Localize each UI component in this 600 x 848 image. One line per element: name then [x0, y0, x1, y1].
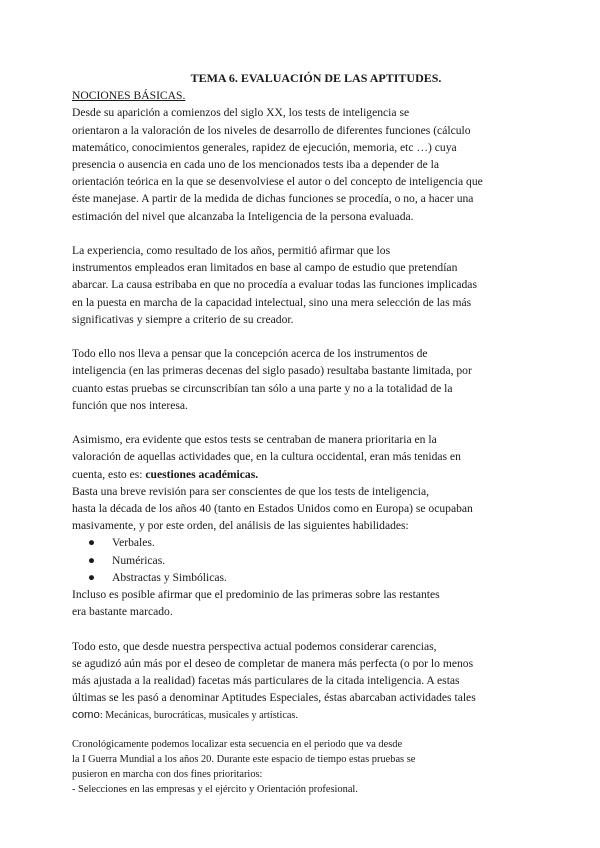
text-line: Asimismo, era evidente que estos tests se centraban de manera prioritaria en la: [72, 433, 437, 447]
list-item: [72, 569, 560, 586]
text-line: Todo esto, que desde nuestra perspectiva actual podemos considerar carencias,: [72, 639, 437, 653]
paragraph-gap: [72, 725, 560, 737]
paragraph-gap: [72, 225, 560, 242]
text-line: Incluso es posible afirmar que el predominio de las primeras sobre las restantes: [72, 588, 440, 602]
list-item: [72, 534, 560, 551]
text-line: la I Guerra Mundial a los años 20. Durante este espacio de tiempo estas pruebas se: [72, 753, 416, 765]
text-line: La experiencia, como resultado de los años, permitió afirmar que los: [72, 244, 391, 258]
text-line: - Selecciones en las empresas y el ejército y Orientación profesional.: [72, 783, 358, 795]
text-line: pusieron en marcha con dos fines prioritarios:: [72, 768, 263, 780]
text-line: últimas se les pasó a denominar Aptitudes Especiales, éstas abarcaban actividades tales: [72, 691, 476, 705]
list-item-text: Abstractas y Simbólicas.: [112, 570, 227, 584]
paragraph-4: [72, 431, 560, 483]
text-line: significativas y siempre a criterio de su creador.: [72, 312, 294, 326]
bullet-icon: ●: [88, 570, 96, 584]
text-line: presencia o ausencia en cada uno de los mencionados tests iba a depender de la: [72, 158, 439, 172]
text-line: Cronológicamente podemos localizar esta secuencia en el periodo que va desde: [72, 738, 403, 750]
text-line: éste manejase. A partir de la medida de dichas funciones se procedía, o no, a hacer una: [72, 192, 474, 206]
text-line: era bastante marcado.: [72, 605, 173, 619]
paragraph-5: [72, 483, 560, 535]
text-line: inteligencia (en las primeras decenas del siglo pasado) resultaba bastante limitada, por: [72, 364, 472, 378]
text-span: como: [72, 709, 100, 722]
paragraph-gap: [72, 328, 560, 345]
text-span: cuenta, esto es:: [72, 467, 146, 481]
text-line: se agudizó aún más por el deseo de completar de manera más perfecta (o por lo menos: [72, 656, 474, 670]
text-line: masivamente, y por este orden, del análisis de las siguientes habilidades:: [72, 519, 409, 533]
paragraph-gap: [72, 620, 560, 637]
text-line: Basta una breve revisión para ser conscientes de que los tests de inteligencia,: [72, 484, 430, 498]
text-line: [72, 466, 560, 483]
text-line: abarcar. La causa estribaba en que no procedía a evaluar todas las funciones implicadas: [72, 278, 477, 292]
paragraph-8: [72, 737, 560, 797]
paragraph-3: [72, 345, 560, 414]
text-line: Todo ello nos lleva a pensar que la concepción acerca de los instrumentos de: [72, 347, 428, 361]
document-title: TEMA 6. EVALUACIÓN DE LAS APTITUDES.: [190, 71, 442, 85]
list-item: [72, 552, 560, 569]
text-line: hasta la década de los años 40 (tanto en Estados Unidos como en Europa) se ocupaban: [72, 502, 473, 516]
text-line: valoración de aquellas actividades que, en la cultura occidental, eran más tenidas en: [72, 450, 461, 464]
bullet-icon: ●: [88, 536, 96, 550]
paragraph-6: [72, 586, 560, 620]
paragraph-1: [72, 104, 560, 224]
text-line: instrumentos empleados eran limitados en base al campo de estudio que pretendían: [72, 261, 458, 275]
text-line: matemático, conocimientos generales, rapidez de ejecución, memoria, etc …) cuya: [72, 140, 457, 154]
text-line: estimación del nivel que alcanzaba la Inteligencia de la persona evaluada.: [72, 209, 414, 223]
paragraph-2: [72, 242, 560, 328]
text-line: [72, 706, 560, 724]
text-line: orientaron a la valoración de los niveles de desarrollo de diferentes funciones (cálculo: [72, 123, 471, 137]
text-line: Desde su aparición a comienzos del siglo XX, los tests de inteligencia se: [72, 106, 410, 120]
section-heading: NOCIONES BÁSICAS.: [72, 89, 186, 103]
text-span: : Mecánicas, burocráticas, musicales y artísticas.: [99, 710, 298, 722]
text-line: más ajustada a la realidad) facetas más particulares de la citada inteligencia. A estas: [72, 674, 460, 688]
text-line: función que nos interesa.: [72, 398, 188, 412]
bullet-icon: ●: [88, 553, 96, 567]
list-item-text: Numéricas.: [112, 553, 166, 567]
text-line: cuanto estas pruebas se circunscribían tan sólo a una parte y no a la totalidad de la: [72, 381, 453, 395]
paragraph-7: [72, 638, 560, 725]
skills-list: [72, 534, 560, 586]
emphasis-text: cuestiones académicas.: [145, 467, 259, 481]
text-line: en la puesta en marcha de la capacidad intelectual, sino una mera selección de las más: [72, 295, 472, 309]
text-line: orientación teórica en la que se desenvolviese el autor o del concepto de inteligencia que: [72, 175, 483, 189]
paragraph-gap: [72, 414, 560, 431]
list-item-text: Verbales.: [112, 536, 155, 550]
